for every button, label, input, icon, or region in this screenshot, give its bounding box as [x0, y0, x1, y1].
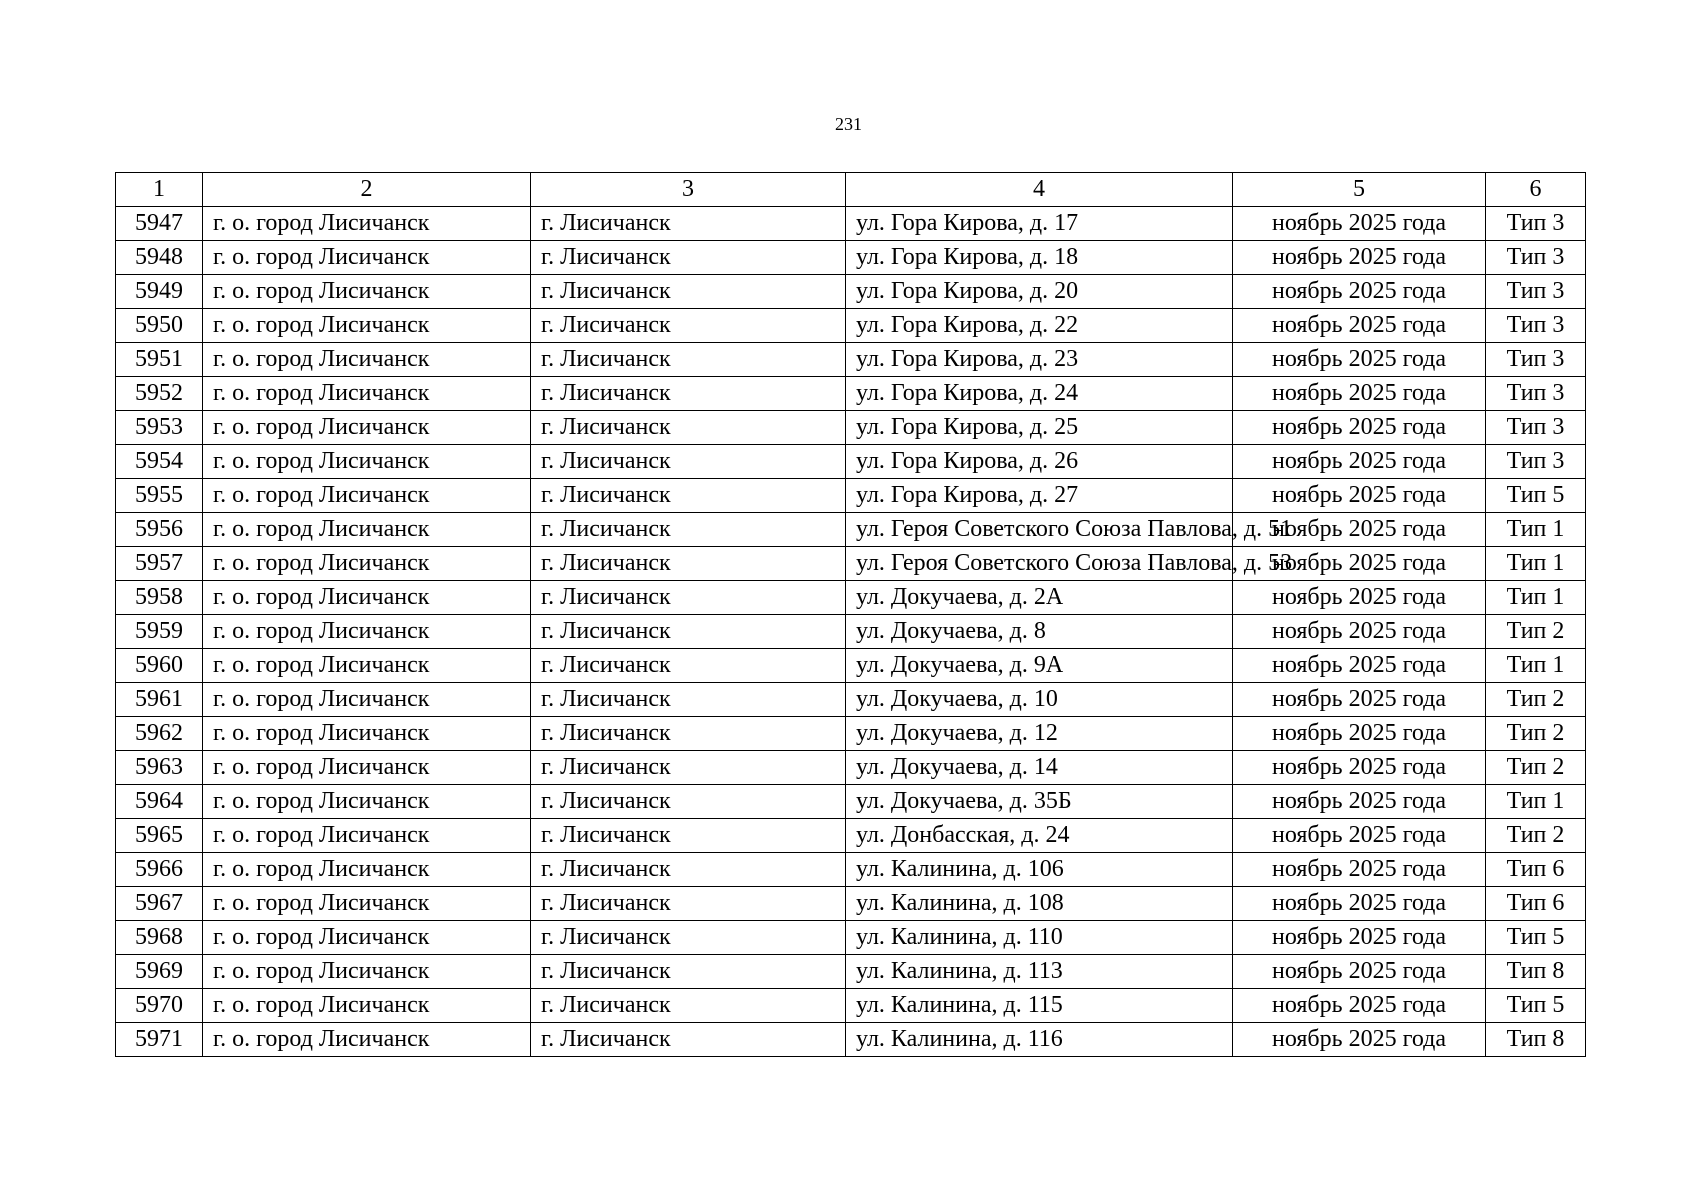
municipality-cell: г. о. город Лисичанск	[203, 649, 531, 683]
municipality-cell: г. о. город Лисичанск	[203, 445, 531, 479]
row-number-cell: 5965	[116, 819, 203, 853]
column-header-1: 1	[116, 173, 203, 207]
address-cell: ул. Гора Кирова, д. 22	[846, 309, 1233, 343]
row-number-cell: 5954	[116, 445, 203, 479]
row-number-cell: 5968	[116, 921, 203, 955]
municipality-cell: г. о. город Лисичанск	[203, 275, 531, 309]
city-cell: г. Лисичанск	[531, 615, 846, 649]
row-number-cell: 5955	[116, 479, 203, 513]
city-cell: г. Лисичанск	[531, 479, 846, 513]
type-cell: Тип 1	[1486, 513, 1586, 547]
type-cell: Тип 3	[1486, 241, 1586, 275]
deadline-cell: ноябрь 2025 года	[1233, 955, 1486, 989]
deadline-cell: ноябрь 2025 года	[1233, 853, 1486, 887]
address-cell: ул. Гора Кирова, д. 23	[846, 343, 1233, 377]
row-number-cell: 5958	[116, 581, 203, 615]
table-row	[116, 309, 1586, 343]
deadline-cell: ноябрь 2025 года	[1233, 1023, 1486, 1057]
table-row	[116, 751, 1586, 785]
deadline-cell: ноябрь 2025 года	[1233, 819, 1486, 853]
municipality-cell: г. о. город Лисичанск	[203, 241, 531, 275]
city-cell: г. Лисичанск	[531, 955, 846, 989]
row-number-cell: 5948	[116, 241, 203, 275]
city-cell: г. Лисичанск	[531, 309, 846, 343]
table-row	[116, 343, 1586, 377]
deadline-cell: ноябрь 2025 года	[1233, 989, 1486, 1023]
type-cell: Тип 3	[1486, 207, 1586, 241]
type-cell: Тип 5	[1486, 921, 1586, 955]
city-cell: г. Лисичанск	[531, 411, 846, 445]
table-row	[116, 819, 1586, 853]
address-cell: ул. Калинина, д. 115	[846, 989, 1233, 1023]
table-row	[116, 411, 1586, 445]
table-row	[116, 241, 1586, 275]
address-cell: ул. Калинина, д. 113	[846, 955, 1233, 989]
address-cell: ул. Калинина, д. 108	[846, 887, 1233, 921]
table-row	[116, 377, 1586, 411]
row-number-cell: 5963	[116, 751, 203, 785]
municipality-cell: г. о. город Лисичанск	[203, 683, 531, 717]
deadline-cell: ноябрь 2025 года	[1233, 275, 1486, 309]
row-number-cell: 5971	[116, 1023, 203, 1057]
municipality-cell: г. о. город Лисичанск	[203, 819, 531, 853]
address-cell: ул. Докучаева, д. 10	[846, 683, 1233, 717]
table-row	[116, 989, 1586, 1023]
address-cell: ул. Калинина, д. 116	[846, 1023, 1233, 1057]
type-cell: Тип 3	[1486, 309, 1586, 343]
municipality-cell: г. о. город Лисичанск	[203, 853, 531, 887]
city-cell: г. Лисичанск	[531, 1023, 846, 1057]
row-number-cell: 5957	[116, 547, 203, 581]
municipality-cell: г. о. город Лисичанск	[203, 513, 531, 547]
registry-table	[115, 172, 1586, 1057]
type-cell: Тип 3	[1486, 343, 1586, 377]
deadline-cell: ноябрь 2025 года	[1233, 921, 1486, 955]
municipality-cell: г. о. город Лисичанск	[203, 717, 531, 751]
table-body	[116, 207, 1586, 1057]
city-cell: г. Лисичанск	[531, 445, 846, 479]
type-cell: Тип 3	[1486, 445, 1586, 479]
deadline-cell: ноябрь 2025 года	[1233, 615, 1486, 649]
row-number-cell: 5966	[116, 853, 203, 887]
column-header-2: 2	[203, 173, 531, 207]
city-cell: г. Лисичанск	[531, 241, 846, 275]
deadline-cell: ноябрь 2025 года	[1233, 683, 1486, 717]
city-cell: г. Лисичанск	[531, 921, 846, 955]
table-row	[116, 547, 1586, 581]
table-row	[116, 445, 1586, 479]
city-cell: г. Лисичанск	[531, 683, 846, 717]
municipality-cell: г. о. город Лисичанск	[203, 989, 531, 1023]
deadline-cell: ноябрь 2025 года	[1233, 717, 1486, 751]
city-cell: г. Лисичанск	[531, 343, 846, 377]
table-row	[116, 649, 1586, 683]
deadline-cell: ноябрь 2025 года	[1233, 751, 1486, 785]
row-number-cell: 5950	[116, 309, 203, 343]
type-cell: Тип 8	[1486, 1023, 1586, 1057]
type-cell: Тип 3	[1486, 377, 1586, 411]
deadline-cell: ноябрь 2025 года	[1233, 785, 1486, 819]
address-cell: ул. Героя Советского Союза Павлова, д. 51	[846, 513, 1233, 547]
address-cell: ул. Гора Кирова, д. 24	[846, 377, 1233, 411]
deadline-cell: ноябрь 2025 года	[1233, 547, 1486, 581]
municipality-cell: г. о. город Лисичанск	[203, 343, 531, 377]
type-cell: Тип 6	[1486, 887, 1586, 921]
address-cell: ул. Гора Кирова, д. 20	[846, 275, 1233, 309]
row-number-cell: 5967	[116, 887, 203, 921]
row-number-cell: 5956	[116, 513, 203, 547]
city-cell: г. Лисичанск	[531, 717, 846, 751]
row-number-cell: 5959	[116, 615, 203, 649]
row-number-cell: 5961	[116, 683, 203, 717]
deadline-cell: ноябрь 2025 года	[1233, 309, 1486, 343]
municipality-cell: г. о. город Лисичанск	[203, 377, 531, 411]
type-cell: Тип 3	[1486, 411, 1586, 445]
row-number-cell: 5953	[116, 411, 203, 445]
municipality-cell: г. о. город Лисичанск	[203, 207, 531, 241]
municipality-cell: г. о. город Лисичанск	[203, 751, 531, 785]
deadline-cell: ноябрь 2025 года	[1233, 887, 1486, 921]
row-number-cell: 5962	[116, 717, 203, 751]
municipality-cell: г. о. город Лисичанск	[203, 547, 531, 581]
address-cell: ул. Калинина, д. 110	[846, 921, 1233, 955]
deadline-cell: ноябрь 2025 года	[1233, 343, 1486, 377]
address-cell: ул. Докучаева, д. 35Б	[846, 785, 1233, 819]
address-cell: ул. Донбасская, д. 24	[846, 819, 1233, 853]
type-cell: Тип 1	[1486, 649, 1586, 683]
type-cell: Тип 2	[1486, 615, 1586, 649]
row-number-cell: 5949	[116, 275, 203, 309]
row-number-cell: 5970	[116, 989, 203, 1023]
address-cell: ул. Докучаева, д. 12	[846, 717, 1233, 751]
city-cell: г. Лисичанск	[531, 989, 846, 1023]
address-cell: ул. Гора Кирова, д. 17	[846, 207, 1233, 241]
page-number: 231	[835, 114, 862, 134]
address-cell: ул. Докучаева, д. 14	[846, 751, 1233, 785]
deadline-cell: ноябрь 2025 года	[1233, 207, 1486, 241]
row-number-cell: 5964	[116, 785, 203, 819]
type-cell: Тип 5	[1486, 479, 1586, 513]
city-cell: г. Лисичанск	[531, 275, 846, 309]
address-cell: ул. Докучаева, д. 2А	[846, 581, 1233, 615]
type-cell: Тип 1	[1486, 547, 1586, 581]
city-cell: г. Лисичанск	[531, 581, 846, 615]
deadline-cell: ноябрь 2025 года	[1233, 411, 1486, 445]
table-row	[116, 275, 1586, 309]
municipality-cell: г. о. город Лисичанск	[203, 309, 531, 343]
municipality-cell: г. о. город Лисичанск	[203, 581, 531, 615]
deadline-cell: ноябрь 2025 года	[1233, 479, 1486, 513]
city-cell: г. Лисичанск	[531, 649, 846, 683]
address-cell: ул. Героя Советского Союза Павлова, д. 53	[846, 547, 1233, 581]
municipality-cell: г. о. город Лисичанск	[203, 955, 531, 989]
city-cell: г. Лисичанск	[531, 207, 846, 241]
deadline-cell: ноябрь 2025 года	[1233, 377, 1486, 411]
municipality-cell: г. о. город Лисичанск	[203, 785, 531, 819]
city-cell: г. Лисичанск	[531, 547, 846, 581]
column-header-4: 4	[846, 173, 1233, 207]
municipality-cell: г. о. город Лисичанск	[203, 887, 531, 921]
city-cell: г. Лисичанск	[531, 751, 846, 785]
address-cell: ул. Гора Кирова, д. 27	[846, 479, 1233, 513]
deadline-cell: ноябрь 2025 года	[1233, 513, 1486, 547]
deadline-cell: ноябрь 2025 года	[1233, 445, 1486, 479]
type-cell: Тип 5	[1486, 989, 1586, 1023]
city-cell: г. Лисичанск	[531, 819, 846, 853]
table-row	[116, 853, 1586, 887]
city-cell: г. Лисичанск	[531, 377, 846, 411]
municipality-cell: г. о. город Лисичанск	[203, 1023, 531, 1057]
row-number-cell: 5947	[116, 207, 203, 241]
address-cell: ул. Гора Кирова, д. 18	[846, 241, 1233, 275]
table-row	[116, 615, 1586, 649]
address-cell: ул. Калинина, д. 106	[846, 853, 1233, 887]
type-cell: Тип 1	[1486, 581, 1586, 615]
type-cell: Тип 1	[1486, 785, 1586, 819]
table-row	[116, 683, 1586, 717]
city-cell: г. Лисичанск	[531, 785, 846, 819]
type-cell: Тип 2	[1486, 717, 1586, 751]
deadline-cell: ноябрь 2025 года	[1233, 241, 1486, 275]
table-row	[116, 479, 1586, 513]
city-cell: г. Лисичанск	[531, 513, 846, 547]
deadline-cell: ноябрь 2025 года	[1233, 581, 1486, 615]
type-cell: Тип 8	[1486, 955, 1586, 989]
type-cell: Тип 2	[1486, 819, 1586, 853]
city-cell: г. Лисичанск	[531, 887, 846, 921]
address-cell: ул. Докучаева, д. 9А	[846, 649, 1233, 683]
table-row	[116, 581, 1586, 615]
municipality-cell: г. о. город Лисичанск	[203, 921, 531, 955]
header-row	[116, 173, 1586, 207]
row-number-cell: 5952	[116, 377, 203, 411]
table-row	[116, 513, 1586, 547]
type-cell: Тип 2	[1486, 683, 1586, 717]
table-row	[116, 955, 1586, 989]
table-row	[116, 887, 1586, 921]
address-cell: ул. Докучаева, д. 8	[846, 615, 1233, 649]
address-cell: ул. Гора Кирова, д. 25	[846, 411, 1233, 445]
row-number-cell: 5951	[116, 343, 203, 377]
column-header-5: 5	[1233, 173, 1486, 207]
deadline-cell: ноябрь 2025 года	[1233, 649, 1486, 683]
municipality-cell: г. о. город Лисичанск	[203, 411, 531, 445]
table-row	[116, 785, 1586, 819]
address-cell: ул. Гора Кирова, д. 26	[846, 445, 1233, 479]
table-row	[116, 717, 1586, 751]
table-row	[116, 207, 1586, 241]
table-row	[116, 1023, 1586, 1057]
type-cell: Тип 2	[1486, 751, 1586, 785]
row-number-cell: 5969	[116, 955, 203, 989]
type-cell: Тип 6	[1486, 853, 1586, 887]
row-number-cell: 5960	[116, 649, 203, 683]
city-cell: г. Лисичанск	[531, 853, 846, 887]
column-header-6: 6	[1486, 173, 1586, 207]
municipality-cell: г. о. город Лисичанск	[203, 615, 531, 649]
type-cell: Тип 3	[1486, 275, 1586, 309]
municipality-cell: г. о. город Лисичанск	[203, 479, 531, 513]
table-row	[116, 921, 1586, 955]
column-header-3: 3	[531, 173, 846, 207]
